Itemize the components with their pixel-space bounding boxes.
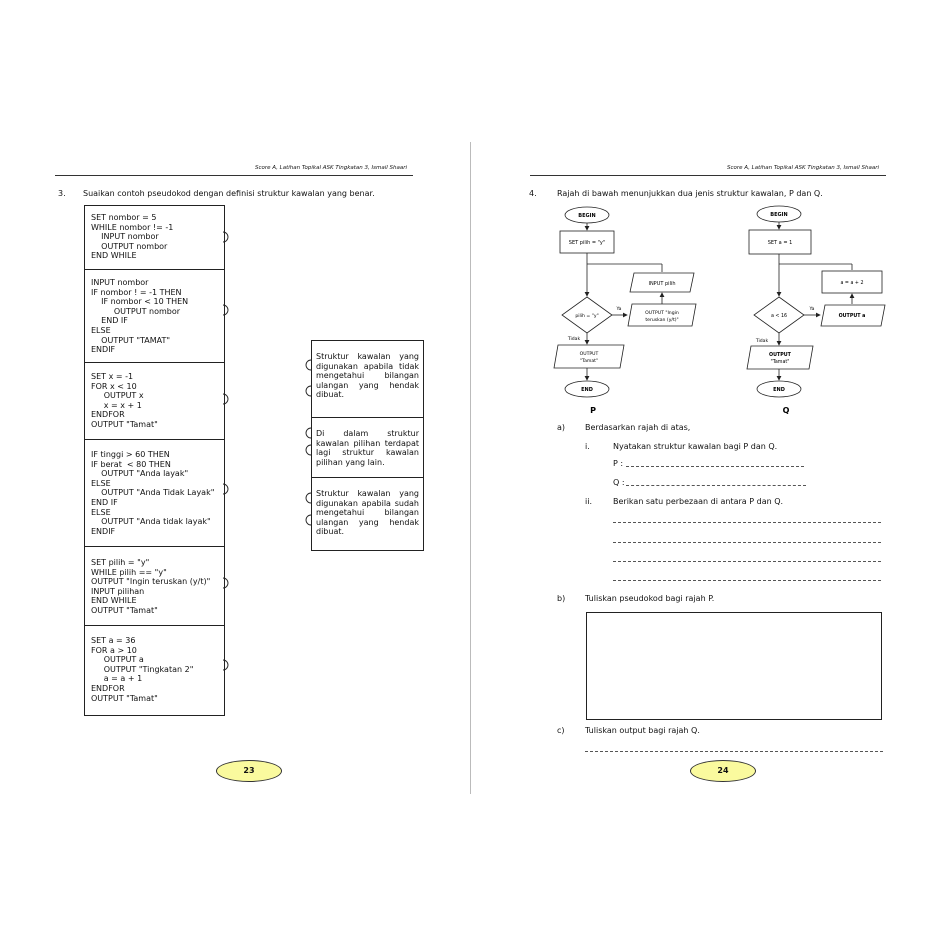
- definition-block-1: Struktur kawalan yang digunakan apabila tidak mengetahui bilangan ulangan yang hendak dibuat.: [312, 341, 423, 418]
- q-yes-label: Ya: [809, 307, 815, 312]
- definition-block-2: Di dalam struktur kawalan pilihan terdapat lagi struktur kawalan pilihan yang lain.: [312, 418, 423, 478]
- part-a-i-label: i.: [585, 442, 590, 451]
- p-output-end-text-1: OUTPUT: [579, 352, 599, 357]
- p-output-loop-text-1: OUTPUT "Ingin: [645, 311, 679, 316]
- definition-dot-6[interactable]: [306, 515, 311, 525]
- answer-line-2[interactable]: [613, 542, 881, 543]
- part-a-label: a): [557, 423, 566, 432]
- left-question-text: Suaikan contoh pseudokod dengan definisi struktur kawalan yang benar.: [83, 189, 375, 198]
- connector-dot-2[interactable]: [223, 305, 228, 315]
- part-a-ii-text: Berikan satu perbezaan di antara P dan Q.: [613, 497, 784, 506]
- definition-table: [311, 340, 424, 551]
- q-begin-text: BEGIN: [770, 212, 788, 218]
- connector-dot-5[interactable]: [223, 578, 228, 588]
- part-a-i-text: Nyatakan struktur kawalan bagi P dan Q.: [613, 442, 778, 451]
- connector-dot-4[interactable]: [223, 484, 228, 494]
- q-decision-text: a < 16: [770, 314, 788, 319]
- p-input-text: INPUT pilih: [648, 281, 676, 287]
- answer-line-3[interactable]: [613, 561, 881, 562]
- p-yes-label: Ya: [616, 307, 622, 312]
- p-end-text: END: [581, 387, 593, 393]
- connector-dot-1[interactable]: [223, 232, 228, 242]
- q-answer-line[interactable]: [626, 485, 806, 486]
- part-b-text: Tuliskan pseudokod bagi rajah P.: [585, 594, 715, 603]
- pseudocode-answer-box[interactable]: [586, 612, 882, 720]
- part-a-text: Berdasarkan rajah di atas,: [585, 423, 691, 432]
- q-no-label: Tidak: [755, 339, 769, 344]
- connector-dot-6[interactable]: [223, 660, 228, 670]
- p-begin-text: BEGIN: [578, 213, 596, 219]
- flowchart-p: [554, 207, 696, 415]
- flowcharts: [540, 200, 890, 420]
- p-label: P: [590, 406, 596, 415]
- part-a-ii-label: ii.: [585, 497, 592, 506]
- q-answer-label: Q :: [613, 478, 625, 487]
- q-process-text: a = a + 2: [840, 281, 864, 286]
- part-c-text: Tuliskan output bagi rajah Q.: [585, 726, 700, 735]
- left-question-number: 3.: [58, 189, 66, 198]
- pseudocode-block-5: SET pilih = "y" WHILE pilih == "y" OUTPUT "Ingin teruskan (y/t)" INPUT pilihan END WHILE OUTPUT "Tamat": [85, 547, 224, 626]
- pseudocode-block-4: IF tinggi > 60 THEN IF berat < 80 THEN OUTPUT "Anda layak" ELSE OUTPUT "Anda Tidak Layak" END IF ELSE OUTPUT "Anda tidak layak" ENDIF: [85, 440, 224, 547]
- left-page-header: Score A, Latihan Topikal ASK Tingkatan 3, Ismail Shaari: [255, 165, 408, 171]
- connector-dot-3[interactable]: [223, 394, 228, 404]
- definition-block-3: Struktur kawalan yang digunakan apabila sudah mengetahui bilangan ulangan yang hendak dibuat.: [316, 489, 419, 537]
- output-answer-line[interactable]: [585, 751, 883, 752]
- right-page-header: Score A, Latihan Topikal ASK Tingkatan 3, Ismail Shaari: [727, 165, 880, 171]
- p-no-label: Tidak: [567, 337, 581, 342]
- part-b-label: b): [557, 594, 566, 603]
- right-header-rule: [530, 175, 886, 176]
- q-end-text: END: [773, 387, 785, 393]
- answer-line-1[interactable]: [613, 522, 881, 523]
- answer-line-4[interactable]: [613, 580, 881, 581]
- p-answer-line[interactable]: [626, 466, 804, 467]
- pseudocode-block-1: SET nombor = 5 WHILE nombor != -1 INPUT nombor OUTPUT nombor END WHILE: [85, 206, 224, 270]
- q-output-end-text-2: "Tamat": [770, 360, 790, 365]
- definition-dot-4[interactable]: [306, 445, 311, 455]
- p-output-end-text-2: "Tamat": [579, 359, 599, 364]
- p-answer-label: P :: [613, 459, 624, 468]
- p-decision-text: pilih = "y": [575, 314, 599, 319]
- q-output-loop-text: OUTPUT a: [838, 314, 866, 319]
- p-set-text: SET pilih = "y": [568, 240, 606, 246]
- definition-dot-5[interactable]: [306, 493, 311, 503]
- pseudocode-block-2: INPUT nombor IF nombor ! = -1 THEN IF nombor < 10 THEN OUTPUT nombor END IF ELSE OUTPUT "TAMAT" ENDIF: [85, 270, 224, 363]
- left-header-rule: [55, 175, 413, 176]
- definition-dot-2[interactable]: [306, 386, 311, 396]
- left-page-number: 23: [216, 760, 282, 782]
- part-c-label: c): [557, 726, 565, 735]
- q-label: Q: [782, 406, 790, 415]
- pseudocode-block-6: SET a = 36 FOR a > 10 OUTPUT a OUTPUT "Tingkatan 2" a = a + 1 ENDFOR OUTPUT "Tamat": [91, 636, 194, 703]
- p-output-loop-text-2: teruskan (y/t)": [645, 318, 679, 323]
- left-connector-dots: [220, 205, 234, 715]
- flowchart-q: [747, 206, 885, 415]
- page-divider: [470, 142, 471, 794]
- pseudocode-block-3: SET x = -1 FOR x < 10 OUTPUT x x = x + 1 ENDFOR OUTPUT "Tamat": [85, 363, 224, 440]
- right-connector-dots: [300, 340, 314, 550]
- right-question-number: 4.: [529, 189, 537, 198]
- right-question-text: Rajah di bawah menunjukkan dua jenis struktur kawalan, P dan Q.: [557, 189, 823, 198]
- definition-dot-1[interactable]: [306, 360, 311, 370]
- q-set-text: SET a = 1: [767, 240, 793, 246]
- pseudocode-table: [84, 205, 225, 716]
- right-page-number: 24: [690, 760, 756, 782]
- definition-dot-3[interactable]: [306, 428, 311, 438]
- q-output-end-text-1: OUTPUT: [769, 353, 791, 358]
